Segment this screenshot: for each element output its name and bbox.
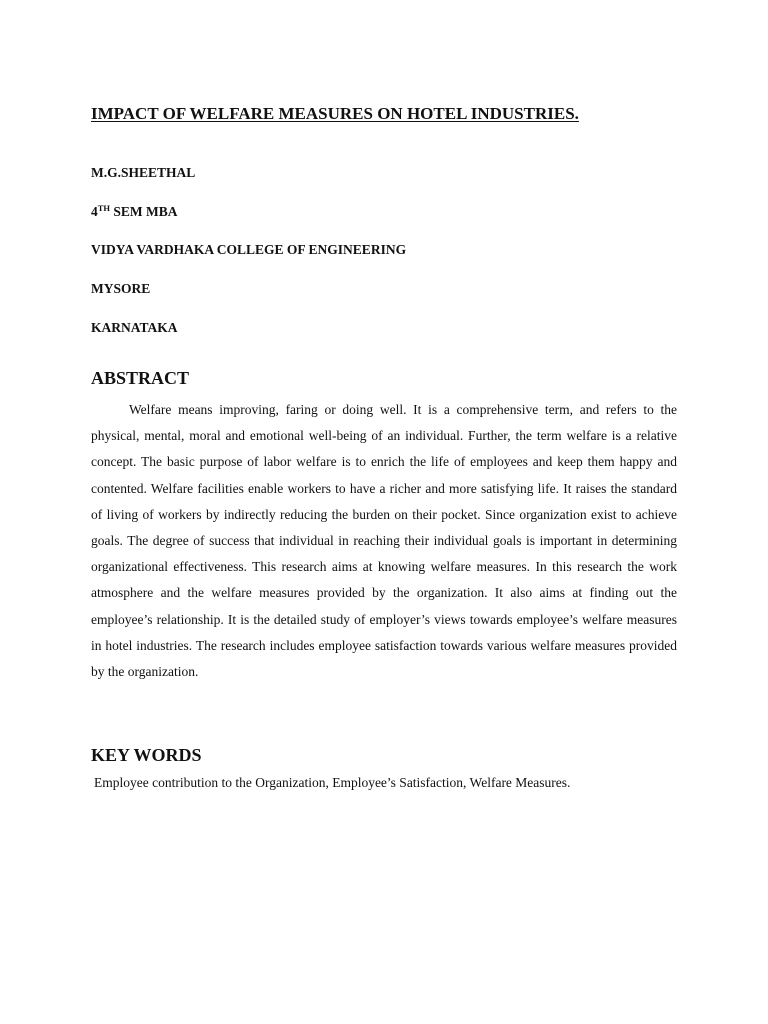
semester-suffix: TH xyxy=(97,203,111,213)
author-city: MYSORE xyxy=(91,281,151,296)
keywords-text: Employee contribution to the Organization, Employee’s Satisfaction, Welfare Measures. xyxy=(94,775,571,790)
author-college: VIDYA VARDHAKA COLLEGE OF ENGINEERING xyxy=(91,242,407,257)
author-name: M.G.SHEETHAL xyxy=(91,165,196,180)
abstract-text: Welfare means improving, faring or doing well. It is a comprehensive term, and refers to the physical, mental, moral and emotional well-being of an individual. Further, the term welfare is a relative concept. The basic purpose of labor welfare is to enrich the life of employees and keep them happy and contented. Welfare facilities enable workers to have a richer and more satisfying life. It raises the standard of living of workers by indirectly reducing the burden on their pocket. Since organization exist to achieve goals. The degree of success that individual in reaching their individual goals is important in determining organizational effectiveness. This research aims at knowing welfare measures. In this research the work atmosphere and the welfare measures provided by the organization. It also aims at finding out the employee’s relationship. It is the detailed study of employer’s views towards employee’s welfare measures in hotel industries. The research includes employee satisfaction towards various welfare measures provided by the organization. xyxy=(91,402,677,680)
author-state: KARNATAKA xyxy=(91,320,178,335)
paper-title: IMPACT OF WELFARE MEASURES ON HOTEL INDUSTRIES. xyxy=(91,104,579,123)
semester-number: 4 xyxy=(91,204,98,219)
author-semester xyxy=(91,204,178,220)
keywords-heading: KEY WORDS xyxy=(91,745,202,765)
semester-program: SEM MBA xyxy=(110,204,178,219)
abstract-heading: ABSTRACT xyxy=(91,368,190,388)
